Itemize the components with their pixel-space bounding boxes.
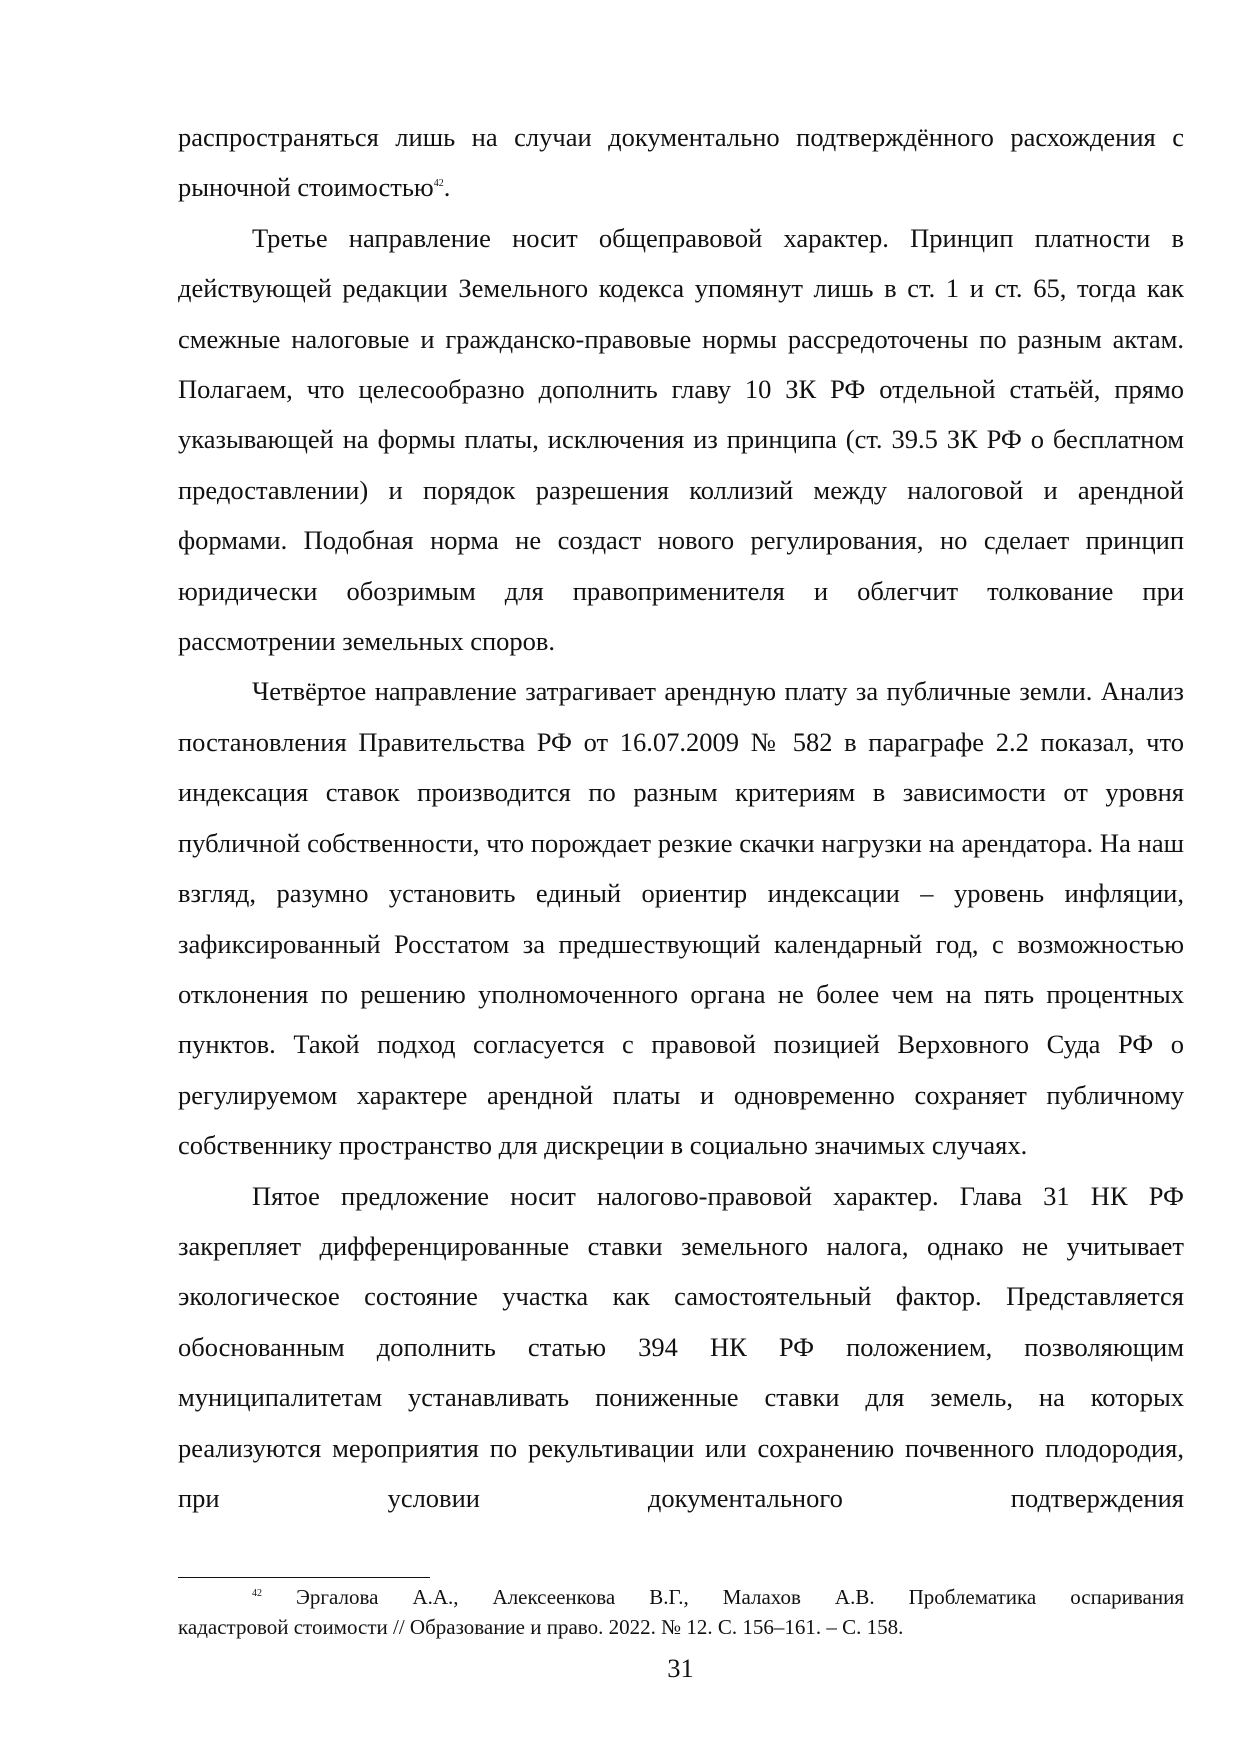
footnote-first-line bbox=[178, 1582, 1184, 1612]
paragraph-fourth-direction: Четвёртое направление затрагивает арендную плату за публичные земли. Анализ постановления Правительства РФ от 16.07.2009 № 582 в параграфе 2.2 показал, что индексация ставок производится по разным критериям в зависимости от уровня публичной собственности, что порождает резкие скачки нагрузки на арендатора. На наш взгляд, разумно установить единый ориентир индексации – уровень инфляции, зафиксированный Росстатом за предшествующий календарный год, с возможностью отклонения по решению уполномоченного органа не более чем на пять процентных пунктов. Такой подход согласуется с правовой позицией Верховного Суда РФ о регулируемом характере арендной платы и одновременно сохраняет публичному собственнику пространство для дискреции в социально значимых случаях. bbox=[178, 676, 1184, 1161]
footnote-reference[interactable]: 42 bbox=[433, 178, 444, 190]
page-number: 31 bbox=[667, 1653, 694, 1683]
paragraph-text: распространяться лишь на случаи документально подтверждённого расхождения с рыночной стоимостью bbox=[178, 122, 1184, 203]
body-text bbox=[178, 112, 1184, 1523]
paragraph-fifth-proposal: Пятое предложение носит налогово-правовой характер. Глава 31 НК РФ закрепляет дифференцированные ставки земельного налога, однако не учитывает экологическое состояние участка как самостоятельный фактор. Представляется обоснованным дополнить статью 394 НК РФ положением, позволяющим муниципалитетам устанавливать пониженные ставки для земель, на которых реализуются мероприятия по рекультивации или сохранению почвенного плодородия, при условии документального подтверждения bbox=[178, 1180, 1184, 1513]
paragraph-tail: . bbox=[443, 172, 451, 203]
footnote-separator bbox=[178, 1577, 430, 1578]
paragraph-continuation bbox=[178, 112, 1184, 213]
footnote-number: 42 bbox=[252, 1588, 262, 1599]
footnote-text-line2: кадастровой стоимости // Образование и право. 2022. № 12. С. 156–161. – С. 158. bbox=[178, 1615, 904, 1639]
footnote-text-line1: Эргалова А.А., Алексеенкова В.Г., Малахов А.В. Проблематика оспаривания bbox=[296, 1585, 1185, 1609]
footnote bbox=[178, 1582, 1184, 1642]
paragraph-third-direction: Третье направление носит общеправовой характер. Принцип платности в действующей редакции Земельного кодекса упомянут лишь в ст. 1 и ст. 65, тогда как смежные налоговые и гражданско-правовые нормы рассредоточены по разным актам. Полагаем, что целесообразно дополнить главу 10 ЗК РФ отдельной статьёй, прямо указывающей на формы платы, исключения из принципа (ст. 39.5 ЗК РФ о бесплатном предоставлении) и порядок разрешения коллизий между налоговой и арендной формами. Подобная норма не создаст нового регулирования, но сделает принцип юридически обозримым для правоприменителя и облегчит толкование при рассмотрении земельных споров. bbox=[178, 222, 1184, 657]
